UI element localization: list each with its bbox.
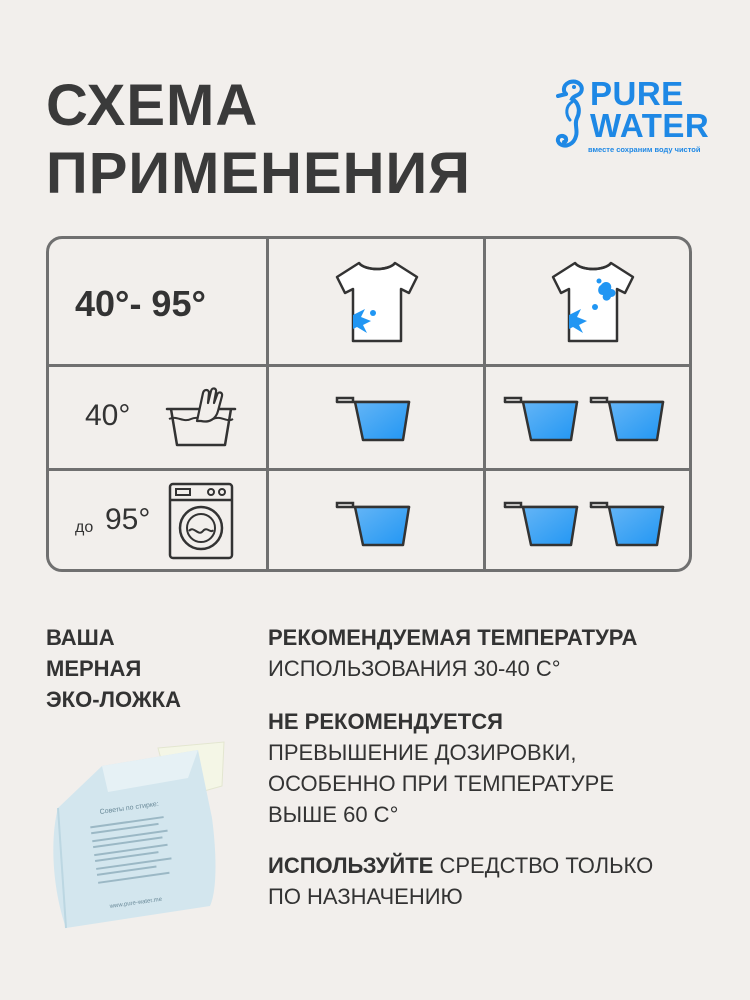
spoon-label-line-3: ЭКО-ЛОЖКА	[46, 687, 181, 712]
recommended-heading: РЕКОМЕНДУЕМАЯ ТЕМПЕРАТУРА	[268, 625, 638, 650]
dosage-table	[46, 236, 692, 572]
measuring-scoop-icon	[589, 396, 667, 444]
use-line-1: ИСПОЛЬЗУЙТЕ СРЕДСТВО ТОЛЬКО	[268, 853, 654, 878]
measuring-scoop-icon	[589, 501, 667, 549]
table-divider	[49, 364, 689, 367]
measuring-scoop-icon	[503, 396, 581, 444]
packet-url: www.pure-water.me	[109, 896, 163, 910]
not-recommended-line-3: ВЫШЕ 60 С°	[268, 802, 399, 827]
logo-wordmark	[590, 75, 710, 144]
not-recommended-line-1: ПРЕВЫШЕНИЕ ДОЗИРОВКИ,	[268, 740, 577, 765]
seahorse-icon	[548, 78, 588, 156]
measuring-scoop-icon	[503, 501, 581, 549]
detergent-packet-image	[48, 738, 238, 938]
logo-line-1: PURE	[590, 75, 684, 112]
table-divider	[266, 239, 269, 569]
spoon-label-line-1: ВАША	[46, 625, 115, 650]
title-line-1: СХЕМА	[46, 73, 259, 138]
spoon-label-line-2: МЕРНАЯ	[46, 656, 142, 681]
recommended-text: ИСПОЛЬЗОВАНИЯ 30-40 С°	[268, 656, 561, 681]
machine-wash-temperature: 95°	[105, 503, 151, 536]
not-recommended	[268, 706, 738, 830]
table-divider	[483, 239, 486, 569]
not-recommended-heading: НЕ РЕКОМЕНДУЕТСЯ	[268, 709, 503, 734]
logo-line-2: WATER	[590, 107, 710, 144]
measuring-scoop-icon	[335, 396, 413, 444]
title-line-2: ПРИМЕНЕНИЯ	[46, 141, 471, 206]
pure-water-logo	[548, 75, 728, 158]
measuring-scoop-icon	[335, 501, 413, 549]
hand-wash-basin-icon	[161, 385, 241, 451]
recommended-temperature	[268, 622, 738, 684]
temperature-range: 40°- 95°	[75, 283, 206, 324]
not-recommended-line-2: ОСОБЕННО ПРИ ТЕМПЕРАТУРЕ	[268, 771, 614, 796]
tshirt-light-stain-icon	[331, 255, 423, 347]
use-line-2: ПО НАЗНАЧЕНИЮ	[268, 884, 463, 909]
logo-tagline: вместе сохраним воду чистой	[588, 145, 701, 154]
washing-machine-icon	[167, 481, 235, 561]
page-title	[46, 72, 471, 208]
use-as-intended	[268, 850, 738, 912]
spoon-label	[46, 622, 181, 715]
machine-wash-prefix: до	[75, 519, 94, 536]
tshirt-heavy-stain-icon	[547, 255, 639, 347]
table-divider	[49, 468, 689, 471]
hand-wash-temperature: 40°	[85, 399, 131, 432]
packet-heading: Советы по стирке:	[99, 800, 160, 816]
